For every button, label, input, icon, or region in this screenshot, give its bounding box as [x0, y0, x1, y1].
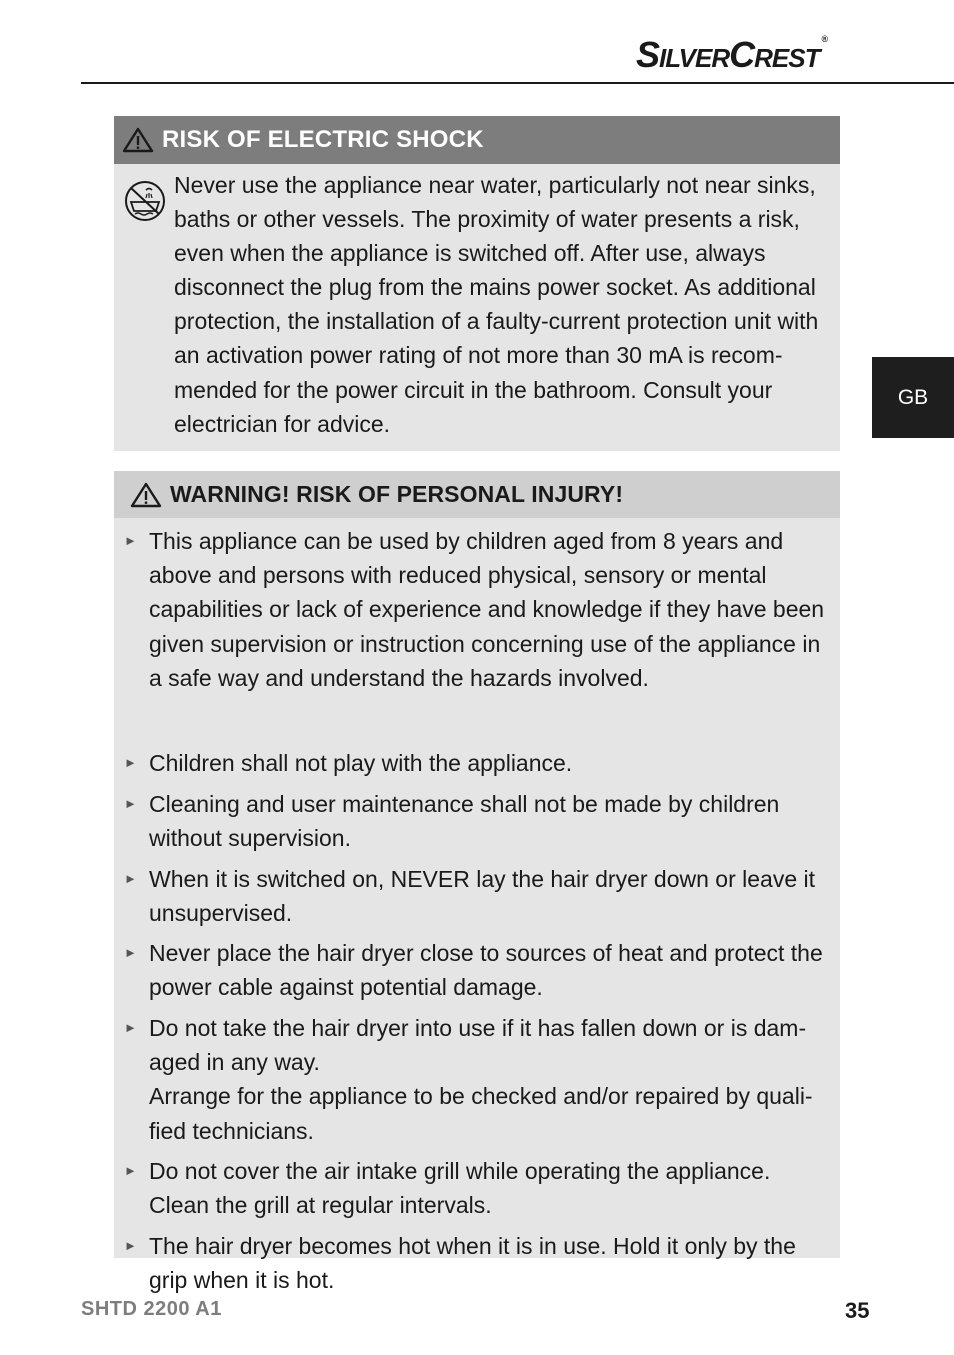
bullet-text: When it is switched on, NEVER lay the hair dryer down or leave it unsupervised. [149, 866, 816, 927]
page-number: 35 [845, 1298, 870, 1323]
brand-letters-rest: REST [754, 43, 820, 73]
electric-shock-header [114, 116, 840, 164]
model-number: SHTD 2200 A1 [81, 1298, 222, 1320]
electric-shock-title: RISK OF ELECTRIC SHOCK [162, 126, 484, 153]
warning-triangle-icon [122, 127, 154, 153]
bullet-text: This appliance can be used by children aged from 8 years and above and persons with reduced physical, sensory or mental capabilities or lack of experience and knowledge if they have been given supervision or instruction concerning use of the appliance in a safe way and understand the hazards involved. [149, 528, 825, 691]
language-tab-label: GB [897, 385, 929, 409]
warning-triangle-icon [130, 482, 162, 508]
registered-mark: ® [821, 34, 828, 44]
bullet-text: Cleaning and user maintenance shall not be made by children without supervision. [149, 791, 780, 852]
bullet-arrow-icon: ► [124, 871, 137, 886]
bullet-text: Children shall not play with the appliance. [149, 750, 573, 776]
bullet-arrow-icon: ► [124, 755, 137, 770]
bullet-text: The hair dryer becomes hot when it is in use. Hold it only by the grip when it is hot. [149, 1233, 796, 1294]
brand-logo [636, 34, 866, 74]
brand-letter-c: C [729, 34, 755, 75]
brand-letter-s: S [636, 34, 660, 75]
bullet-text-continued: Arrange for the appliance to be checked and/or repaired by quali-fied technicians. [149, 1083, 813, 1144]
bullet-arrow-icon: ► [124, 533, 137, 548]
bullet-arrow-icon: ► [124, 796, 137, 811]
bullet-text: Do not take the hair dryer into use if it has fallen down or is dam-aged in any way. [149, 1015, 807, 1076]
bullet-arrow-icon: ► [124, 1163, 137, 1178]
brand-letters-ilver: ILVER [659, 43, 730, 73]
bullet-arrow-icon: ► [124, 945, 137, 960]
personal-injury-warning-box [114, 471, 840, 1294]
bullet-arrow-icon: ► [124, 1238, 137, 1253]
bullet-arrow-icon: ► [124, 1020, 137, 1035]
bullet-text: Do not cover the air intake grill while operating the appliance. Clean the grill at regular intervals. [149, 1158, 771, 1219]
electric-shock-warning-box [114, 116, 840, 451]
personal-injury-header [114, 471, 840, 518]
header-rule [81, 82, 954, 84]
electric-shock-text: Never use the appliance near water, particularly not near sinks, baths or other vessels. The proximity of water presents a risk, even when the appliance is switched off. After use, always disconnect the plug from the mains power socket. As additional protection, the installation of a faulty-current protection unit with an activation power rating of not more than 30 mA is recom-mended for the power circuit in the bathroom. Consult your electrician for advice. [174, 172, 819, 437]
bullet-text: Never place the hair dryer close to sources of heat and protect the power cable against potential damage. [149, 940, 823, 1001]
personal-injury-title: WARNING! RISK OF PERSONAL INJURY! [170, 481, 624, 507]
language-tab [872, 357, 954, 438]
no-bathing-icon [122, 180, 168, 222]
